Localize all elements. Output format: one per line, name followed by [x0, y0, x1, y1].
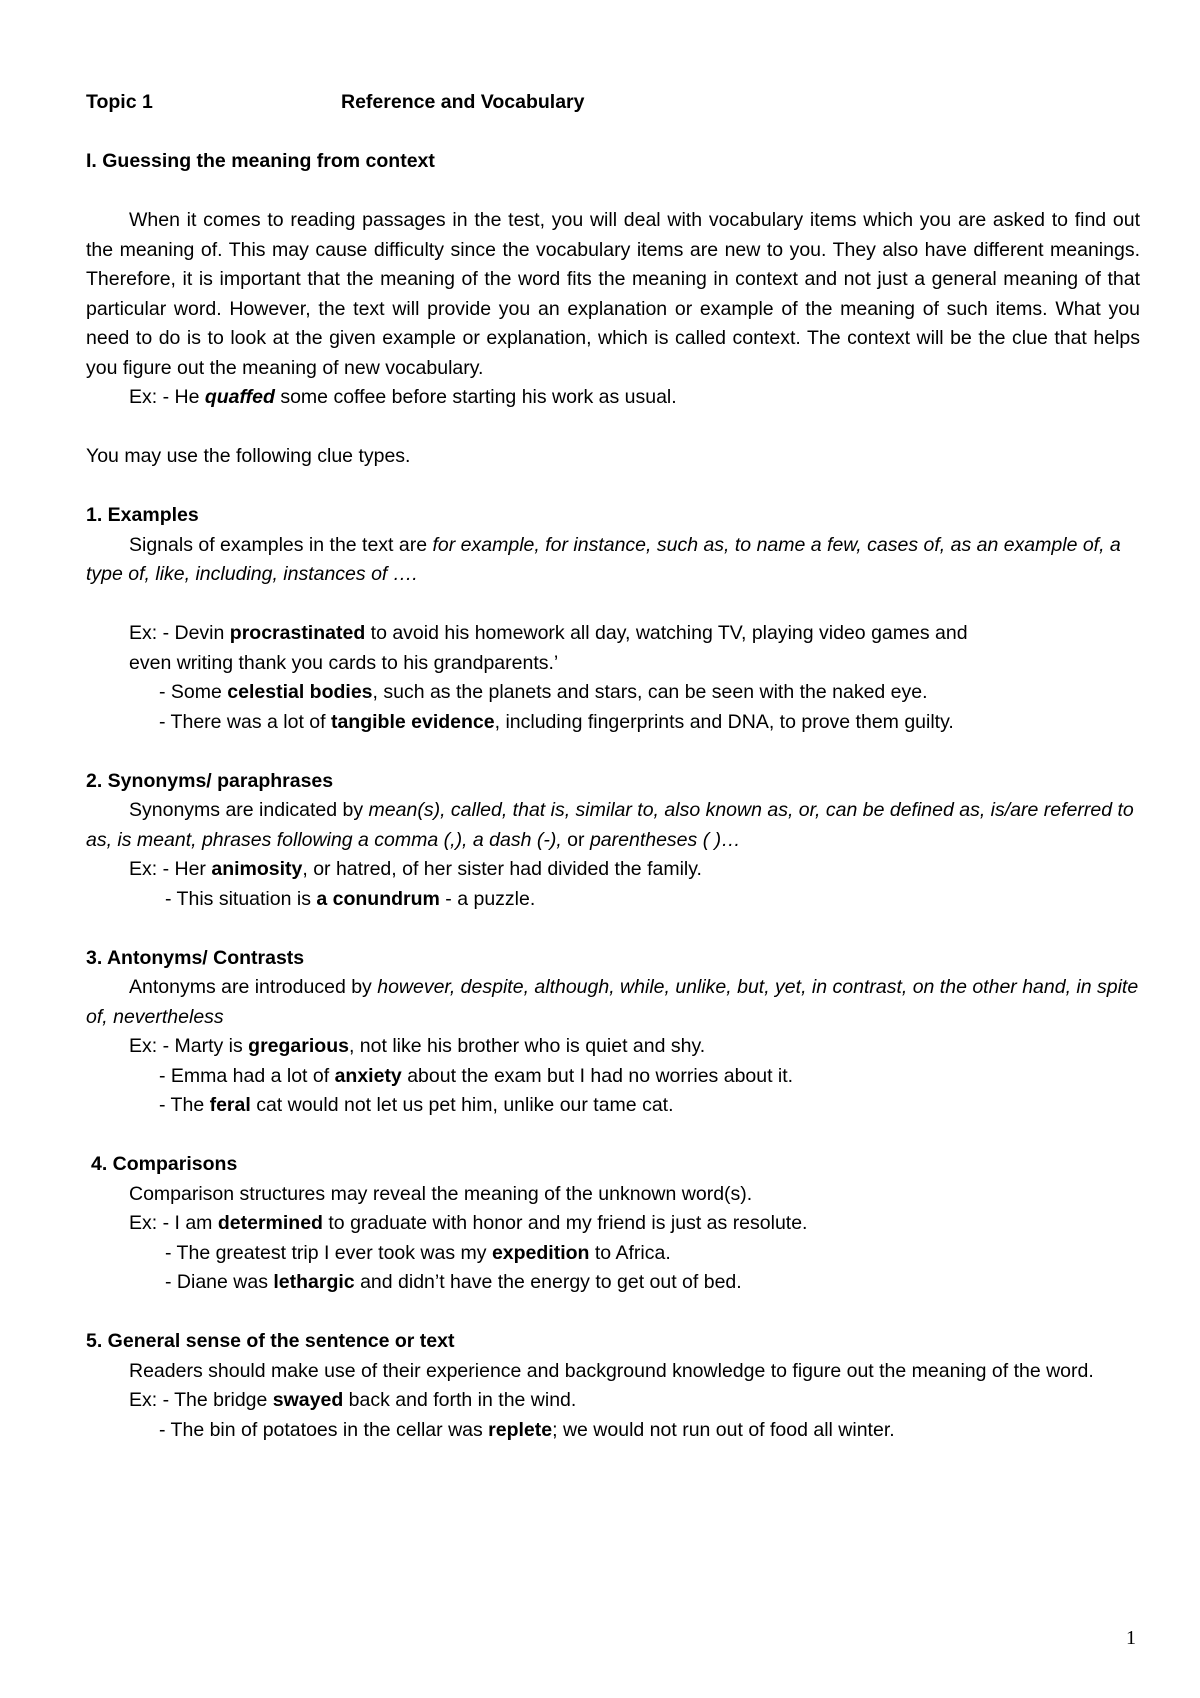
- comparisons-ex2: - The greatest trip I ever took was my expedition to Africa.: [165, 1241, 671, 1264]
- section-title-comparisons: 4. Comparisons: [91, 1153, 238, 1175]
- section-title-synonyms: 2. Synonyms/ paraphrases: [86, 769, 334, 792]
- intro-paragraph: When it comes to reading passages in the test, you will deal with vocabulary items which you are asked to find out the meaning of. This may cause difficulty since the vocabulary items are new to you. They also have different meanings. Therefore, it is important that the meaning of the word fits the meaning in context and not just a general meaning of that particular word. However, the text will provide you an explanation or example of the meaning of such items. What you need to do is to look at the given example or explanation, which is called context. The context will be the clue that helps you figure out the meaning of new vocabulary.: [86, 209, 1140, 379]
- examples-ex1-cont: even writing thank you cards to his grandparents.’: [129, 651, 559, 674]
- section-title-antonyms: 3. Antonyms/ Contrasts: [86, 946, 305, 969]
- page-number: 1: [1126, 1627, 1136, 1649]
- antonyms-ex1: Ex: - Marty is gregarious, not like his brother who is quiet and shy.: [129, 1035, 706, 1057]
- intro-example: Ex: - He quaffed some coffee before starting his work as usual.: [129, 386, 677, 408]
- examples-ex3: - There was a lot of tangible evidence, including fingerprints and DNA, to prove them guilty.: [159, 710, 954, 733]
- comparisons-ex1: Ex: - I am determined to graduate with honor and my friend is just as resolute.: [129, 1212, 808, 1234]
- general-description: Readers should make use of their experience and background knowledge to figure out the meaning of the word.: [129, 1359, 1094, 1382]
- section-title-general-sense: 5. General sense of the sentence or text: [86, 1330, 455, 1352]
- examples-ex2: - Some celestial bodies, such as the planets and stars, can be seen with the naked eye.: [159, 681, 928, 703]
- synonyms-ex2: - This situation is a conundrum - a puzzle.: [165, 887, 536, 910]
- antonyms-ex2: - Emma had a lot of anxiety about the exam but I had no worries about it.: [159, 1064, 794, 1087]
- general-ex1: Ex: - The bridge swayed back and forth in the wind.: [129, 1389, 577, 1411]
- synonyms-ex1: Ex: - Her animosity, or hatred, of her sister had divided the family.: [129, 858, 702, 880]
- examples-ex1: Ex: - Devin procrastinated to avoid his homework all day, watching TV, playing video games and: [129, 622, 968, 644]
- synonyms-description: Synonyms are indicated by mean(s), called, that is, similar to, also known as, or, can be defined as, is/are referred to as, is meant, phrases following a comma (,), a dash (-), or parentheses ( )…: [86, 799, 1134, 851]
- section-title-guessing-meaning: I. Guessing the meaning from context: [86, 150, 435, 172]
- examples-description: Signals of examples in the text are for example, for instance, such as, to name a few, cases of, as an example of, a type of, like, including, instances of ….: [86, 533, 1121, 585]
- page-heading: [86, 88, 1140, 118]
- comparisons-ex3: - Diane was lethargic and didn’t have the energy to get out of bed.: [165, 1271, 742, 1293]
- section-title-examples: 1. Examples: [86, 504, 199, 526]
- topic-title: Reference and Vocabulary: [341, 91, 585, 113]
- clue-types-intro: You may use the following clue types.: [86, 445, 411, 467]
- document-page: [86, 88, 1140, 1445]
- antonyms-ex3: - The feral cat would not let us pet him, unlike our tame cat.: [159, 1094, 674, 1116]
- general-ex2: - The bin of potatoes in the cellar was replete; we would not run out of food all winter.: [159, 1418, 895, 1441]
- example-word: quaffed: [204, 386, 275, 408]
- antonyms-description: Antonyms are introduced by however, despite, although, while, unlike, but, yet, in contrast, on the other hand, in spite of, nevertheless: [86, 976, 1139, 1028]
- comparisons-description: Comparison structures may reveal the meaning of the unknown word(s).: [129, 1182, 753, 1205]
- topic-label: Topic 1: [86, 91, 153, 113]
